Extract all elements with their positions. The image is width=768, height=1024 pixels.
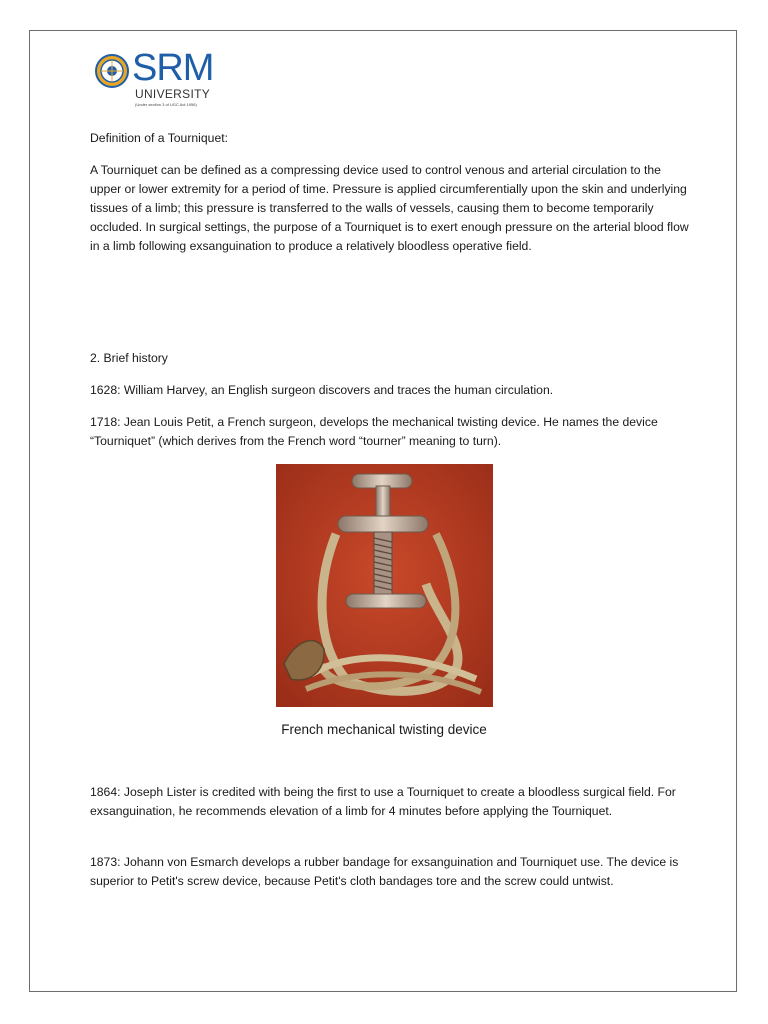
- figure-caption: French mechanical twisting device: [281, 722, 487, 737]
- history-entry-1628: 1628: William Harvey, an English surgeon discovers and traces the human circulation.: [90, 383, 554, 397]
- definition-paragraph: A Tourniquet can be defined as a compressing device used to control venous and arterial circulation to the upper or lower extremity for a period of time. Pressure is applied circumferentially upon the skin and underlying tissues of a limb; this pressure is transferred to the walls of vessels, causing them to become temporarily occluded. In surgical settings, the purpose of a Tourniquet is to exert enough pressure on the arterial blood flow in a limb following exsanguination to produce a relatively bloodless operative field.: [90, 163, 689, 253]
- document-page: [29, 30, 737, 992]
- logo-university-text: UNIVERSITY: [135, 87, 211, 101]
- srm-university-logo: [94, 47, 224, 111]
- university-emblem-icon: [94, 53, 130, 89]
- history-entry-1873: 1873: Johann von Esmarch develops a rubber bandage for exsanguination and Tourniquet use. The device is superior to Petit's screw device, because Petit's cloth bandages tore and the screw could untwist.: [90, 855, 679, 888]
- history-entry-1864: 1864: Joseph Lister is credited with being the first to use a Tourniquet to create a bloodless surgical field. For exsanguination, he recommends elevation of a limb for 4 minutes before applying the Tourniquet.: [90, 785, 676, 818]
- logo-wordmark: SRM: [132, 47, 214, 89]
- logo-subtitle: (Under section 3 of UGC Act 1956): [135, 102, 197, 107]
- definition-heading: Definition of a Tourniquet:: [90, 131, 228, 145]
- history-entry-1718: 1718: Jean Louis Petit, a French surgeon, develops the mechanical twisting device. He names the device “Tourniquet” (which derives from the French word “tourner” meaning to turn).: [90, 415, 658, 448]
- tourniquet-device-photo: [276, 464, 493, 707]
- history-heading: 2. Brief history: [90, 351, 168, 365]
